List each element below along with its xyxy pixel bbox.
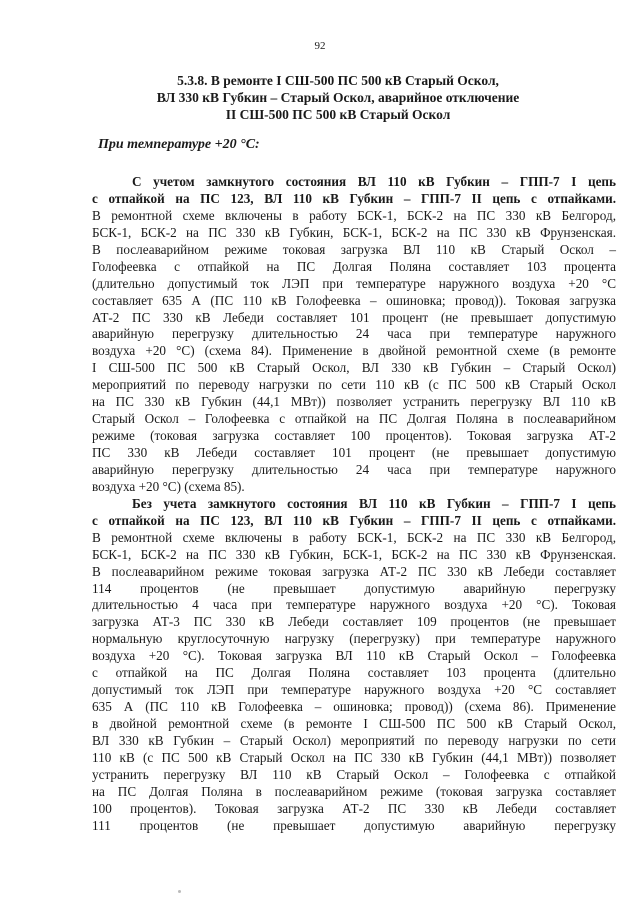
page-number: 92 <box>314 40 326 52</box>
text-line: на ПС 330 кВ Губкин (44,1 МВт)) позволяет устранить перегрузку ВЛ 110 кВ <box>92 394 616 410</box>
text-line: с отпайкой на ПС 123, ВЛ 110 кВ Губкин – ГПП-7 II цепь с отпайками. <box>92 190 616 206</box>
text-line: 100 процентов). Токовая загрузка АТ-2 ПС 330 кВ Лебеди составляет <box>92 800 616 816</box>
paragraph <box>92 174 616 496</box>
text-line: Без учета замкнутого состояния ВЛ 110 кВ Губкин – ГПП-7 I цепь <box>132 495 616 511</box>
text-line: 635 А (ПС 110 кВ Голофеевка – ошиновка; провод)) (схема 86). Применение <box>92 699 616 715</box>
text-line: 110 кВ (с ПС 500 кВ Старый Оскол на ПС 330 кВ Губкин (44,1 МВт)) позволяет <box>92 749 616 765</box>
text-line: В послеаварийном режиме токовая загрузка АТ-2 ПС 330 кВ Лебеди составляет <box>92 563 616 579</box>
text-line: воздуха +20 °С). Токовая загрузка ВЛ 110 кВ Старый Оскол – Голофеевка <box>92 648 616 664</box>
heading-line: II СШ-500 ПС 500 кВ Старый Оскол <box>225 107 451 122</box>
text-line: I СШ-500 ПС 500 кВ Старый Оскол, ВЛ 330 кВ Губкин – Старый Оскол) <box>92 360 616 376</box>
text-line: ПС 330 кВ Лебеди составляет 101 процент (не превышает допустимую <box>92 445 616 460</box>
text-line: аварийную перегрузку длительностью 24 часа при температуре наружного <box>92 461 616 477</box>
text-line: С учетом замкнутого состояния ВЛ 110 кВ Губкин – ГПП-7 I цепь <box>132 174 616 189</box>
body-text <box>92 174 616 835</box>
paragraph <box>92 496 616 835</box>
text-line: устранить перегрузку ВЛ 110 кВ Старый Оскол – Голофеевка с отпайкой <box>92 766 616 782</box>
text-line: режиме (токовая загрузка составляет 100 процентов). Токовая загрузка АТ-2 <box>92 428 616 444</box>
heading-line: 5.3.8. В ремонте I СШ-500 ПС 500 кВ Старый Оскол, <box>177 73 499 88</box>
text-line: допустимый ток ЛЭП при температуре наружного воздуха +20 °С составляет <box>92 682 616 698</box>
scan-mark <box>178 890 181 893</box>
text-line: 111 процентов (не превышает допустимую аварийную перегрузку <box>92 817 616 833</box>
text-line: длительностью 4 часа при температуре наружного воздуха +20 °С). Токовая <box>92 597 616 613</box>
text-line: (длительно допустимый ток ЛЭП при температуре наружного воздуха +20 °С <box>92 275 616 291</box>
temperature-condition: При температуре +20 °С: <box>98 137 260 152</box>
text-line: В послеаварийном режиме токовая загрузка ВЛ 110 кВ Старый Оскол – <box>92 241 616 257</box>
text-line: с отпайкой на ПС 123, ВЛ 110 кВ Губкин – ГПП-7 II цепь с отпайками. <box>92 512 616 528</box>
text-line: воздуха +20 °С) (схема 84). Применение в двойной ремонтной схеме (в ремонте <box>92 343 616 359</box>
text-line: БСК-1, БСК-2 на ПС 330 кВ Губкин, БСК-1, БСК-2 на ПС 330 кВ Фрунзенская. <box>92 546 616 562</box>
text-line: в двойной ремонтной схеме (в ремонте I СШ-500 ПС 500 кВ Старый Оскол, <box>92 716 616 731</box>
text-line: В ремонтной схеме включены в работу БСК-1, БСК-2 на ПС 330 кВ Белгород, <box>92 529 616 545</box>
text-line: мероприятий по переводу нагрузки по сети 110 кВ (с ПС 500 кВ Старый Оскол <box>92 377 616 393</box>
text-line: составляет 635 А (ПС 110 кВ Голофеевка – ошиновка; провод)). Токовая загрузка <box>92 292 616 308</box>
text-line: Старый Оскол – Голофеевка с отпайкой на ПС Долгая Поляна в послеаварийном <box>92 411 616 427</box>
text-line: аварийную перегрузку длительностью 24 часа при температуре наружного <box>92 326 616 342</box>
section-heading <box>118 72 558 123</box>
text-line: Голофеевка с отпайкой на ПС Долгая Поляна составляет 103 процента <box>92 258 616 274</box>
text-line: нормальную круглосуточную нагрузку (перегрузку) при температуре наружного <box>92 631 616 647</box>
text-line: БСК-1, БСК-2 на ПС 330 кВ Губкин, БСК-1, БСК-2 на ПС 330 кВ Фрунзенская. <box>92 224 616 240</box>
text-line: загрузка АТ-3 ПС 330 кВ Лебеди составляет 109 процентов (не превышает <box>92 614 616 630</box>
text-line: В ремонтной схеме включены в работу БСК-1, БСК-2 на ПС 330 кВ Белгород, <box>92 207 616 223</box>
text-line: воздуха +20 °С) (схема 85). <box>92 478 245 494</box>
text-line: на ПС Долгая Поляна в послеаварийном режиме (токовая загрузка составляет <box>92 783 616 799</box>
text-line: с отпайкой на ПС Долгая Поляна составляет 103 процента (длительно <box>92 665 616 681</box>
text-line: 114 процентов (не превышает допустимую аварийную перегрузку <box>92 580 616 596</box>
text-line: ВЛ 330 кВ Губкин – Старый Оскол) мероприятий по переводу нагрузки по сети <box>92 732 616 748</box>
text-line: АТ-2 ПС 330 кВ Лебеди составляет 101 процент (не превышает допустимую <box>92 309 616 325</box>
heading-line: ВЛ 330 кВ Губкин – Старый Оскол, аварийное отключение <box>156 90 520 105</box>
